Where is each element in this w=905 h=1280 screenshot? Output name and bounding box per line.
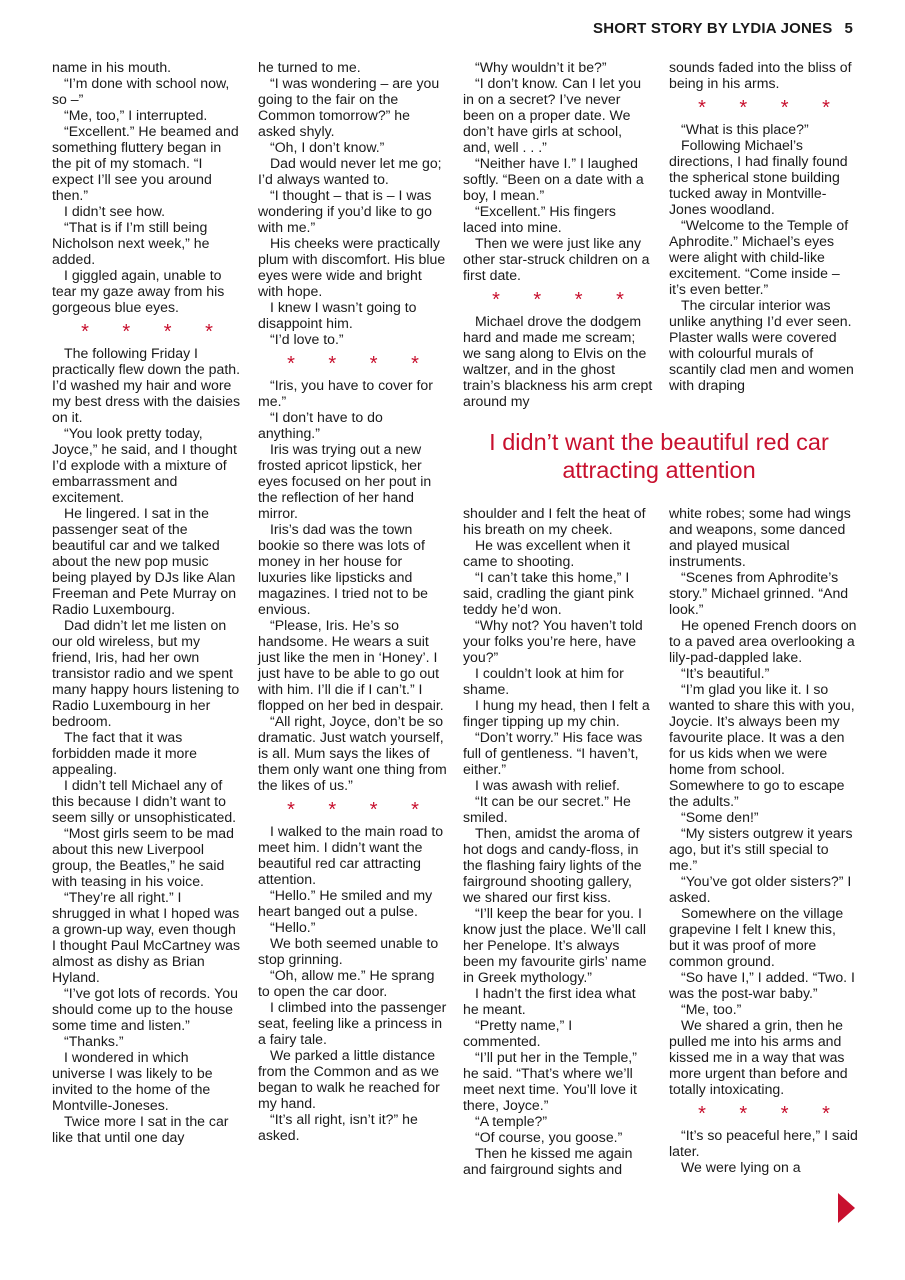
paragraph: His cheeks were practically plum with discomfort. His blue eyes were wide and bright with hope. (258, 235, 446, 299)
paragraph: I wondered in which universe I was likely to be invited to the home of the Montville-Joneses. (52, 1049, 213, 1113)
paragraph: He was excellent when it came to shooting. (463, 537, 631, 569)
paragraph: “I’ve got lots of records. You should come up to the house some time and listen.” (52, 985, 238, 1033)
story-column-4-top (669, 59, 859, 393)
paragraph: “Why not? You haven’t told your folks you’re here, have you?” (463, 617, 643, 665)
paragraph: Following Michael’s directions, I had finally found the spherical stone building tucked away in Montville-Jones woodland. (669, 137, 848, 217)
paragraph: “I’ll put her in the Temple,” he said. “That’s where we’ll meet next time. You’ll love it there, Joyce.” (463, 1049, 637, 1113)
paragraph: Somewhere on the village grapevine I felt I knew this, but it was proof of more common ground. (669, 905, 844, 969)
paragraph: “I’m done with school now, so –” (52, 75, 230, 107)
paragraph: I knew I wasn’t going to disappoint him. (258, 299, 417, 331)
paragraph: The circular interior was unlike anything I’d ever seen. Plaster walls were covered with colourful murals of scantily clad men and women with draping (669, 297, 854, 393)
paragraph: I didn’t tell Michael any of this because I didn’t want to seem silly or unsophisticated. (52, 777, 237, 825)
paragraph: “Hello.” (270, 919, 316, 935)
paragraph: “Scenes from Aphrodite’s story.” Michael grinned. “And look.” (669, 569, 849, 617)
paragraph: I hadn’t the first idea what he meant. (463, 985, 636, 1017)
paragraph: He lingered. I sat in the passenger seat of the beautiful car and we talked about the new pop music being played by DJs like Alan Freeman and Pete Murray on Radio Luxembourg. (52, 505, 237, 617)
paragraph: name in his mouth. (52, 59, 172, 75)
page-number: 5 (844, 20, 853, 37)
paragraph: The fact that it was forbidden made it more appealing. (52, 729, 197, 777)
paragraph: “Welcome to the Temple of Aphrodite.” Michael’s eyes were alight with child-like excitement. “Come inside – it’s even better.” (669, 217, 849, 297)
paragraph: “Excellent.” His fingers laced into mine. (463, 203, 616, 235)
paragraph: “I don’t know. Can I let you in on a secret? I’ve never been on a proper date. We don’t have girls at school, and, well . . .” (463, 75, 642, 155)
paragraph: “Oh, allow me.” He sprang to open the car door. (258, 967, 435, 999)
paragraph: We shared a grin, then he pulled me into his arms and kissed me in a way that was more urgent than before and totally intoxicating. (669, 1017, 848, 1097)
paragraph: “Iris, you have to cover for me.” (258, 377, 433, 409)
paragraph: “It’s so peaceful here,” I said later. (669, 1127, 858, 1159)
paragraph: “My sisters outgrew it years ago, but it’s still special to me.” (669, 825, 853, 873)
paragraph: “It’s beautiful.” (681, 665, 770, 681)
paragraph: “All right, Joyce, don’t be so dramatic. Just watch yourself, is all. Mum says the likes of them only want one thing from the likes of us.” (258, 713, 447, 793)
paragraph: Twice more I sat in the car like that until one day (52, 1113, 229, 1145)
paragraph: “I’ll keep the bear for you. I know just the place. We’ll call her Penelope. It’s always been my favourite girls’ name in Greek mythology.” (463, 905, 647, 985)
paragraph: “That is if I’m still being Nicholson next week,” he added. (52, 219, 210, 267)
paragraph: “Excellent.” He beamed and something fluttery began in the pit of my stomach. “I expect I’ll see you around then.” (52, 123, 239, 203)
paragraph: “Most girls seem to be mad about this new Liverpool group, the Beatles,” he said with teasing in his voice. (52, 825, 234, 889)
paragraph: Then we were just like any other star-struck children on a first date. (463, 235, 650, 283)
paragraph: He opened French doors on to a paved area overlooking a lily-pad-dappled lake. (669, 617, 857, 665)
paragraph: “I can’t take this home,” I said, cradling the giant pink teddy he’d won. (463, 569, 634, 617)
paragraph: white robes; some had wings and weapons, some danced and played musical instruments. (669, 505, 851, 569)
paragraph: The following Friday I practically flew down the path. I’d washed my hair and wore my best dress with the daisies on it. (52, 345, 241, 425)
paragraph: “I was wondering – are you going to the fair on the Common tomorrow?” he asked shyly. (258, 75, 440, 139)
paragraph: “Please, Iris. He’s so handsome. He wears a suit just like the men in ‘Honey’. I just have to be able to go out with him. I’ll die if I can’t.” I flopped on her bed in despair. (258, 617, 444, 713)
paragraph: “Thanks.” (64, 1033, 124, 1049)
paragraph: “Pretty name,” I commented. (463, 1017, 573, 1049)
continue-arrow-icon (838, 1193, 855, 1223)
paragraph: “Of course, you goose.” (475, 1129, 623, 1145)
paragraph: I walked to the main road to meet him. I didn’t want the beautiful red car attracting attention. (258, 823, 444, 887)
paragraph: I giggled again, unable to tear my gaze away from his gorgeous blue eyes. (52, 267, 225, 315)
paragraph: “It can be our secret.” He smiled. (463, 793, 631, 825)
paragraph: “A temple?” (475, 1113, 548, 1129)
paragraph: “Oh, I don’t know.” (270, 139, 385, 155)
paragraph: “What is this place?” (681, 121, 809, 137)
paragraph: “I don’t have to do anything.” (258, 409, 383, 441)
paragraph: Michael drove the dodgem hard and made me scream; we sang along to Elvis on the waltzer, and in the ghost train’s blackness his arm crept around my (463, 313, 653, 409)
paragraph: We parked a little distance from the Common and as we began to walk he reached for my hand. (258, 1047, 440, 1111)
paragraph: Dad didn’t let me listen on our old wireless, but my friend, Iris, had her own transistor radio and we spent many happy hours listening to Radio Luxembourg in her bedroom. (52, 617, 240, 729)
paragraph: I climbed into the passenger seat, feeling like a princess in a fairy tale. (258, 999, 447, 1047)
story-column-1 (52, 59, 242, 1145)
paragraph: “It’s all right, isn’t it?” he asked. (258, 1111, 418, 1143)
paragraph: “Don’t worry.” His face was full of gentleness. “I haven’t, either.” (463, 729, 643, 777)
header-title: SHORT STORY BY LYDIA JONES (593, 20, 833, 37)
paragraph: Dad would never let me go; I’d always wanted to. (258, 155, 442, 187)
paragraph: I didn’t see how. (64, 203, 166, 219)
pull-quote: I didn’t want the beautiful red car attracting attention (489, 429, 829, 483)
paragraph: I was awash with relief. (475, 777, 620, 793)
section-break-stars: * * * * (698, 97, 844, 119)
paragraph: “Why wouldn’t it be?” (475, 59, 607, 75)
paragraph: I hung my head, then I felt a finger tipping up my chin. (463, 697, 650, 729)
section-break-stars: * * * * (287, 353, 433, 375)
paragraph: “Me, too.” (681, 1001, 742, 1017)
paragraph: “Some den!” (681, 809, 759, 825)
paragraph: We were lying on a (681, 1159, 801, 1175)
paragraph: “They’re all right.” I shrugged in what I hoped was a grown-up way, even though I thought Paul McCartney was almost as dishy as Brian Hyland. (52, 889, 241, 985)
paragraph: Iris’s dad was the town bookie so there was lots of money in her house for luxuries like lipsticks and magazines. I tried not to be envious. (258, 521, 429, 617)
story-column-3-bottom (463, 505, 653, 1177)
paragraph: “So have I,” I added. “Two. I was the post-war baby.” (669, 969, 855, 1001)
paragraph: “I’d love to.” (270, 331, 344, 347)
paragraph: Then, amidst the aroma of hot dogs and candy-floss, in the flashing fairy lights of the fairground shooting gallery, we shared our first kiss. (463, 825, 642, 905)
paragraph: We both seemed unable to stop grinning. (258, 935, 439, 967)
paragraph: “Neither have I.” I laughed softly. “Been on a date with a boy, I mean.” (463, 155, 644, 203)
section-break-stars: * * * * (287, 799, 433, 821)
story-column-4-bottom (669, 505, 859, 1175)
story-column-2 (258, 59, 448, 1143)
paragraph: “I’m glad you like it. I so wanted to share this with you, Joycie. It’s always been my favourite place. It was a den for us kids when we were home from school. Somewhere to go to escape the adults.” (669, 681, 855, 809)
paragraph: “Me, too,” I interrupted. (64, 107, 208, 123)
running-header (593, 20, 853, 37)
paragraph: Then he kissed me again and fairground sights and (463, 1145, 633, 1177)
paragraph: “You look pretty today, Joyce,” he said, and I thought I’d explode with a mixture of embarrassment and excitement. (52, 425, 237, 505)
paragraph: Iris was trying out a new frosted apricot lipstick, her eyes focused on her pout in the reflection of her hand mirror. (258, 441, 432, 521)
paragraph: I couldn’t look at him for shame. (463, 665, 624, 697)
section-break-stars: * * * * (81, 321, 227, 343)
paragraph: sounds faded into the bliss of being in his arms. (669, 59, 852, 91)
section-break-stars: * * * * (492, 289, 638, 311)
paragraph: “You’ve got older sisters?” I asked. (669, 873, 852, 905)
paragraph: he turned to me. (258, 59, 361, 75)
paragraph: “I thought – that is – I was wondering if you’d like to go with me.” (258, 187, 432, 235)
paragraph: “Hello.” He smiled and my heart banged out a pulse. (258, 887, 433, 919)
story-column-3-top (463, 59, 653, 409)
paragraph: shoulder and I felt the heat of his breath on my cheek. (463, 505, 646, 537)
section-break-stars: * * * * (698, 1103, 844, 1125)
